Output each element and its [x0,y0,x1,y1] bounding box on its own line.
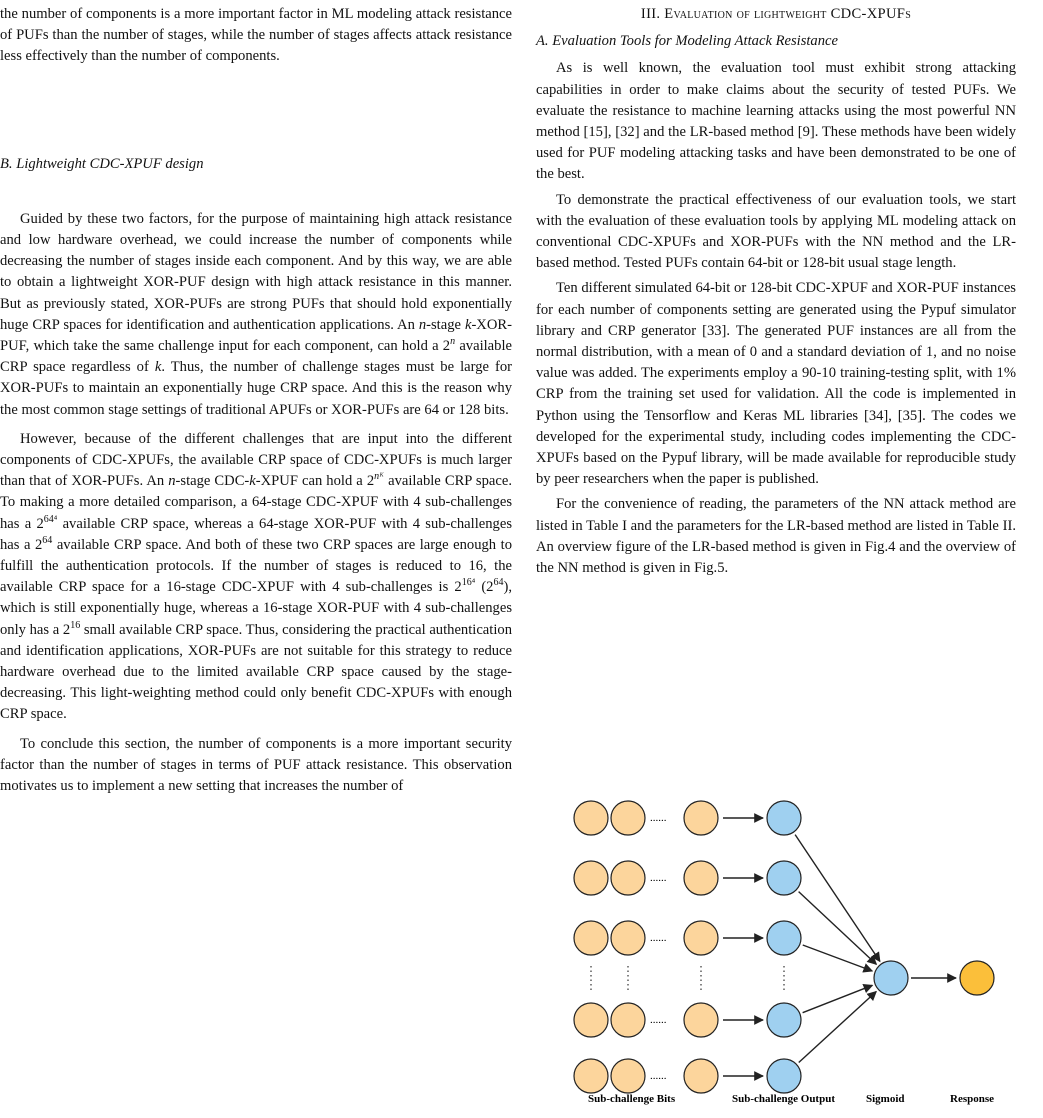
output-to-sigmoid-arrow [795,835,880,962]
input-bit-node [611,861,645,895]
figure-svg [536,780,1016,1110]
row-ellipsis: ...... [650,1070,667,1082]
input-bit-node [574,1059,608,1093]
output-to-sigmoid-arrow [799,992,877,1063]
sub-challenge-output-node [767,1003,801,1037]
input-bit-node [684,921,718,955]
lr-method-figure [536,780,1016,1110]
section-b-title: B. Lightweight CDC-XPUF design [0,155,204,172]
input-bit-node [684,801,718,835]
section-3-title: III. Evaluation of lightweight CDC-XPUFs [640,6,912,22]
output-to-sigmoid-arrow [799,892,877,965]
right-column [536,0,1016,579]
output-to-sigmoid-arrow [803,985,873,1012]
right-paragraph-3: Ten different simulated 64-bit or 128-bit CDC-XPUF and XOR-PUF instances for each number of components setting are generated using the Pypuf simulator library and CRP generator [33]. The generated PUF instances are all from the normal distribution, with a mean of 0 and a standard deviation of 1, and no noise value was added. The experiments employ a 90-10 training-testing split, with 1% CRP from the training set used for validation. All the code is implemented in Python using the Tensorflow and Keras ML libraries [34], [35]. The codes we developed for the experimental study, including codes implementing the CDC-XPUFs based on the Pypuf library, will be made available for reproducible study by peer researchers when the paper is published. [536,280,1016,488]
output-to-sigmoid-arrow [803,945,873,971]
input-bit-node [574,861,608,895]
input-bit-node [611,801,645,835]
input-bit-node [574,921,608,955]
label-sub-challenge-output: Sub-challenge Output [732,1093,835,1105]
right-paragraph-1: As is well known, the evaluation tool must exhibit strong attacking capabilities in order to make claims about the security of tested PUFs. We evaluate the resistance to machine learning attacks using the most powerful NN method [15], [32] and the LR-based method [9]. These methods have been widely used for PUF modeling attacking tasks and have been demonstrated to be one of the best. [536,60,1016,183]
row-ellipsis: ...... [650,1014,667,1026]
label-sub-challenge-bits: Sub-challenge Bits [588,1093,676,1105]
sub-challenge-output-node [767,861,801,895]
input-bit-node [684,1003,718,1037]
left-paragraph-3: To conclude this section, the number of components is a more important security factor than the number of stages in terms of PUF attack resistance. This observation motivates us to implement a new setting that increases the number of [0,735,512,795]
input-bit-node [684,861,718,895]
sub-challenge-output-node [767,1059,801,1093]
left-paragraph-1: Guided by these two factors, for the purpose of maintaining high attack resistance and low hardware overhead, we could increase the number of components while decreasing the number of stages inside each component. And by this way, we are able to obtain a lightweight XOR-PUF design with high attack resistance in this manner. But as previously stated, XOR-PUFs are strong PUFs that should hold exponentially huge CRP spaces for identification and authentication applications. An n-stage k-XOR-PUF, which take the same challenge input for each component, can hold a 2$^n$ available CRP space regardless of k. Thus, the number of challenge stages must be large for XOR-PUFs to maintain an exponentially huge CRP space. And this is the reason why the most common stage settings of traditional APUFs or XOR-PUFs are 64 or 128 bits. [0,210,513,418]
input-bit-node [684,1059,718,1093]
input-bit-node [574,1003,608,1037]
sub-challenge-output-node [767,921,801,955]
subsection-a-title: A. Evaluation Tools for Modeling Attack Resistance [536,33,838,50]
input-bit-node [611,1003,645,1037]
sub-challenge-output-node [767,801,801,835]
row-ellipsis: ...... [650,932,667,944]
left-paragraph-2: However, because of the different challenges that are input into the different components of CDC-XPUFs, the available CRP space of CDC-XPUFs is much larger than that of XOR-PUFs. An n-stage CDC-k-XPUF can hold a $2^{nᴷ}$ available CRP space. To making a more detailed comparison, a 64-stage CDC-XPUF with 4 sub-challenges has a $2^{64^4}$ available CRP space, whereas a 64-stage XOR-PUF with 4 sub-challenges has a $2^{64}$ available CRP space. And both of these two CRP spaces are large enough to fulfill the authentication protocols. If the number of stages is reduced to 16, the available CRP space for a 16-stage CDC-XPUF with 4 sub-challenges is $2^{16^4}$ $(2^{64})$, which is still exponentially huge, whereas a 16-stage XOR-PUF with 4 sub-challenges only has a $2^{16}$ small available CRP space. Thus, considering the practical authentication and identification applications, XOR-PUFs are not suitable for this strategy to reduce hardware overhead due to the limited available CRP space caused by the stage-decreasing. This light-weighting method could only benefit CDC-XPUFs with enough CRP space. [0,430,512,723]
sigmoid-node [874,961,908,995]
row-ellipsis: ...... [650,812,667,824]
row-ellipsis: ...... [650,872,667,884]
input-bit-node [611,1059,645,1093]
label-response: Response [950,1093,995,1105]
response-node [960,961,994,995]
input-bit-node [611,921,645,955]
left-column [0,0,512,797]
input-bit-node [574,801,608,835]
left-paragraph-0: the number of components is a more important factor in ML modeling attack resistance of PUFs than the number of stages, while the number of stages affects attack resistance less effectively than the number of components. [0,6,512,65]
label-sigmoid: Sigmoid [866,1093,905,1105]
right-paragraph-2: To demonstrate the practical effectiveness of our evaluation tools, we start with the evaluation of these evaluation tools by applying ML modeling attack on conventional CDC-XPUFs and XOR-PUFs with the NN method and the LR-based method. Tested PUFs contain 64-bit or 128-bit usual stage length. [536,191,1016,272]
right-paragraph-4: For the convenience of reading, the parameters of the NN attack method are listed in Table I and the parameters for the LR-based method are listed in Table II. An overview figure of the LR-based method is given in Fig.4 and the overview of the NN method is given in Fig.5. [536,496,1016,577]
